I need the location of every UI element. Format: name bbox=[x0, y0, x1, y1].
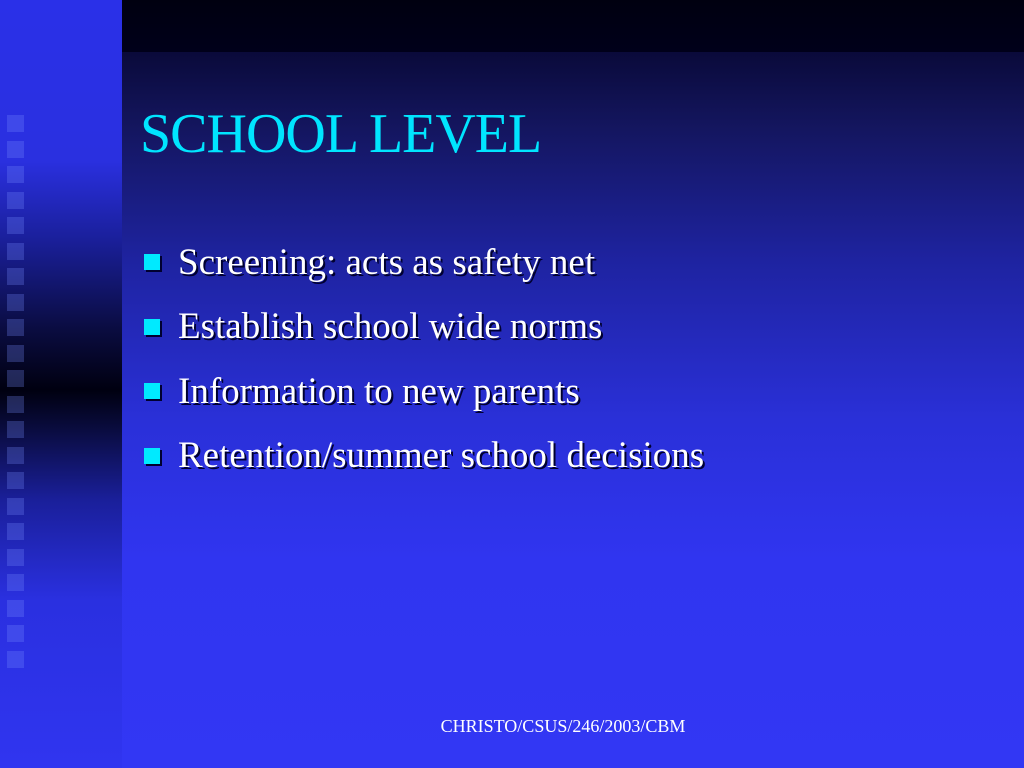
square-bullet-icon bbox=[144, 383, 160, 399]
bullet-text: Retention/summer school decisions bbox=[178, 435, 705, 477]
bullet-list bbox=[144, 230, 704, 488]
decorative-squares bbox=[7, 115, 27, 676]
square-bullet-icon bbox=[144, 254, 160, 270]
bullet-item bbox=[144, 359, 704, 424]
square-bullet-icon bbox=[144, 319, 160, 335]
decorative-square bbox=[7, 549, 24, 566]
decorative-square bbox=[7, 217, 24, 234]
bullet-item bbox=[144, 424, 704, 489]
decorative-square bbox=[7, 166, 24, 183]
decorative-square bbox=[7, 625, 24, 642]
decorative-square bbox=[7, 447, 24, 464]
decorative-square bbox=[7, 651, 24, 668]
decorative-square bbox=[7, 192, 24, 209]
bullet-text: Establish school wide norms bbox=[178, 306, 603, 348]
left-decorative-bar bbox=[0, 0, 122, 768]
decorative-square bbox=[7, 498, 24, 515]
decorative-square bbox=[7, 370, 24, 387]
decorative-square bbox=[7, 243, 24, 260]
decorative-square bbox=[7, 294, 24, 311]
decorative-square bbox=[7, 345, 24, 362]
square-bullet-icon bbox=[144, 448, 160, 464]
bullet-item bbox=[144, 230, 704, 295]
decorative-square bbox=[7, 319, 24, 336]
decorative-square bbox=[7, 115, 24, 132]
bullet-text: Information to new parents bbox=[178, 370, 580, 412]
decorative-square bbox=[7, 523, 24, 540]
decorative-square bbox=[7, 421, 24, 438]
bullet-item bbox=[144, 295, 704, 360]
decorative-square bbox=[7, 396, 24, 413]
decorative-square bbox=[7, 141, 24, 158]
decorative-square bbox=[7, 574, 24, 591]
decorative-square bbox=[7, 268, 24, 285]
slide-footer: CHRISTO/CSUS/246/2003/CBM bbox=[440, 716, 686, 736]
slide-title: SCHOOL LEVEL bbox=[140, 103, 542, 165]
decorative-square bbox=[7, 600, 24, 617]
decorative-square bbox=[7, 472, 24, 489]
bullet-text: Screening: acts as safety net bbox=[178, 241, 596, 283]
